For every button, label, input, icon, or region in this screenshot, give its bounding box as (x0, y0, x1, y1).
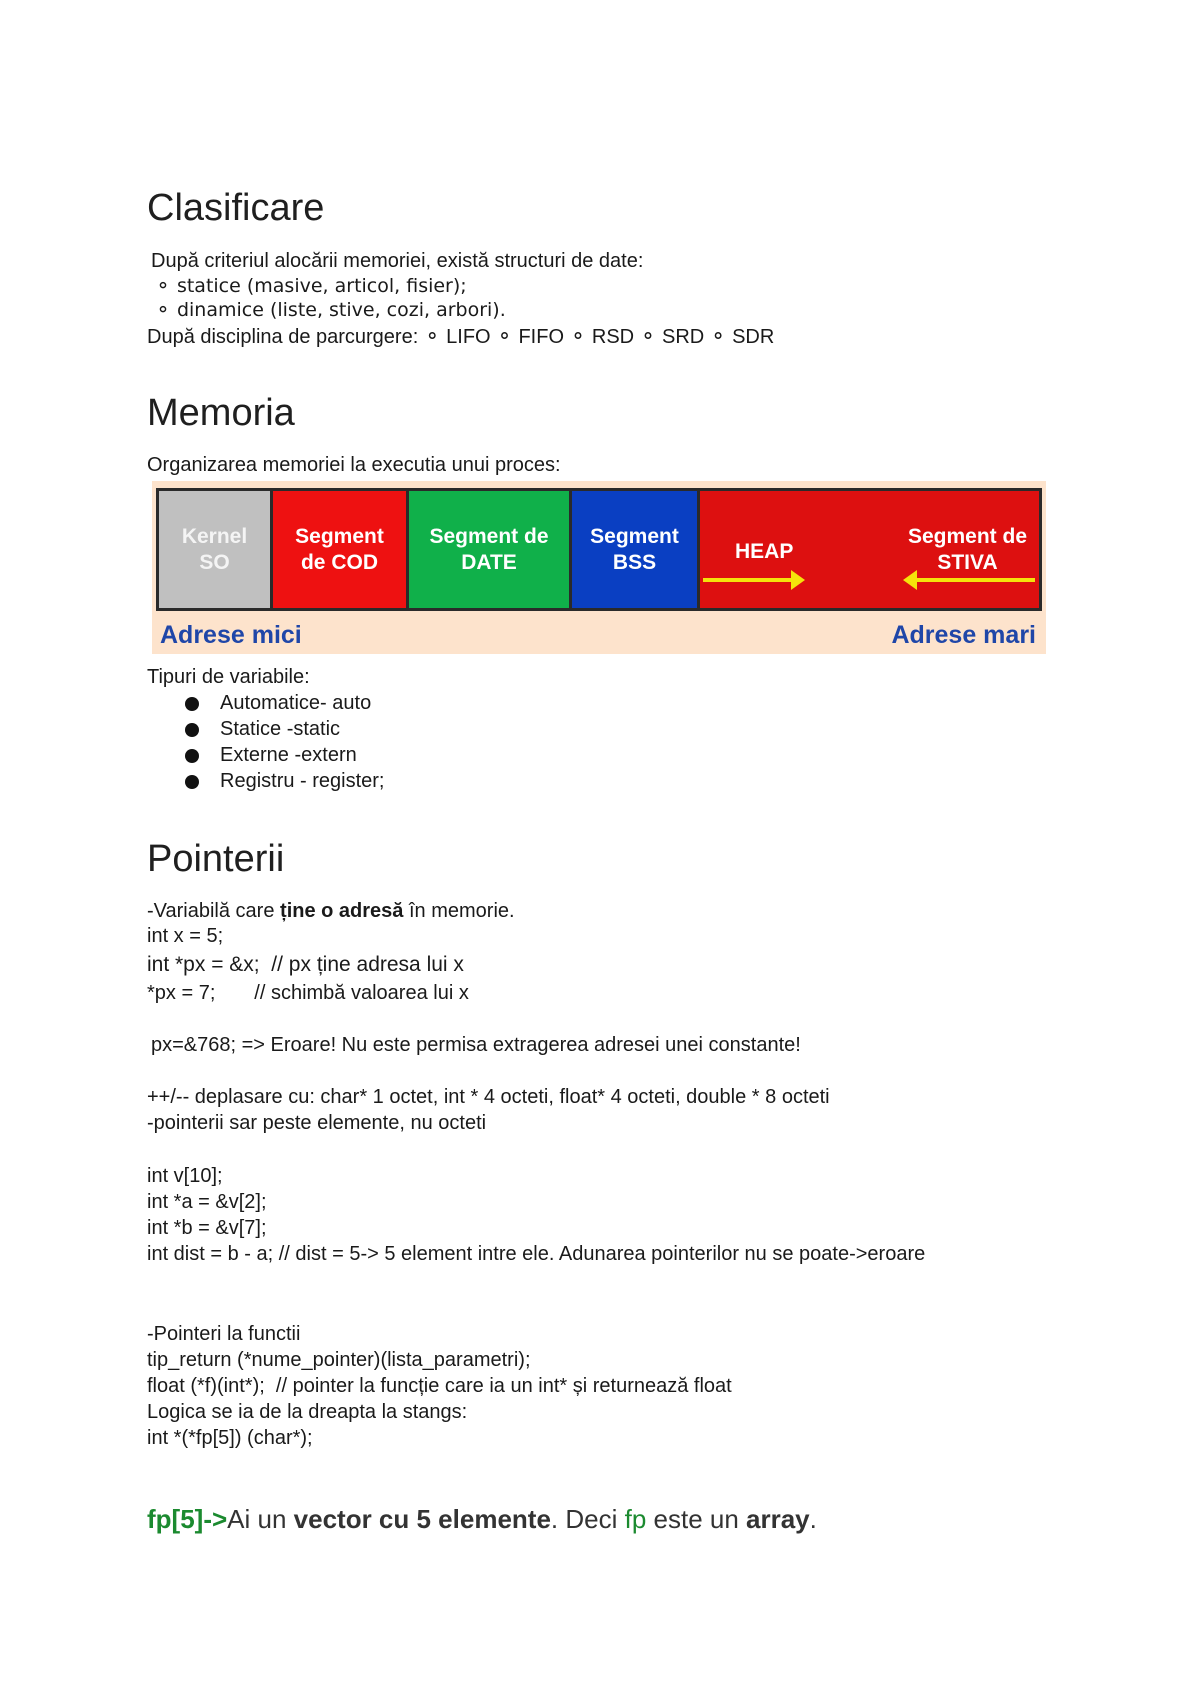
segment-label: BSS (612, 550, 657, 574)
eroare-note: px=&768; => Eroare! Nu este permisa extragerea adresei unei constante! (151, 1034, 801, 1056)
code-line: int *(*fp[5]) (char*); (147, 1427, 313, 1449)
address-low-label: Adrese mici (160, 621, 302, 649)
final-text: Ai un (227, 1504, 294, 1534)
segment-label: SO (199, 550, 230, 574)
stiva-label (908, 524, 1027, 576)
code-line: int *a = &v[2]; (147, 1191, 267, 1213)
code-line: int dist = b - a; // dist = 5-> 5 element intre ele. Adunarea pointerilor nu se poate->eroare (147, 1243, 926, 1265)
clasificare-item: ⚬ dinamice (liste, stive, cozi, arbori). (155, 299, 506, 321)
bullet-icon (185, 723, 199, 737)
bullet-icon (185, 697, 199, 711)
final-explanation (147, 1504, 817, 1535)
arrow-left-icon (907, 578, 1035, 582)
logica-note: Logica se ia de la dreapta la stangs: (147, 1401, 468, 1423)
sar-note: -pointerii sar peste elemente, nu octeti (147, 1112, 487, 1134)
heap-label: HEAP (735, 540, 794, 563)
var-type-item: Automatice- auto (220, 692, 372, 714)
segment-label: Segment (590, 524, 679, 548)
final-text: . Deci (550, 1504, 625, 1534)
vars-title: Tipuri de variabile: (147, 666, 310, 688)
var-type-item: Externe -extern (220, 744, 357, 766)
bullet-icon (185, 775, 199, 789)
pointer-definition (147, 899, 515, 923)
clasificare-item: ⚬ statice (masive, articol, fisier); (155, 275, 467, 297)
address-high-label: Adrese mari (891, 621, 1036, 649)
var-type-item: Registru - register; (220, 770, 385, 792)
memoria-intro: Organizarea memoriei la executia unui proces: (147, 454, 561, 476)
segment-bss (572, 491, 700, 608)
section-title-clasificare: Clasificare (147, 187, 325, 229)
code-line: int x = 5; (147, 925, 224, 947)
var-type-item: Statice -static (220, 718, 341, 740)
final-text: este un (646, 1504, 747, 1534)
final-code: fp[5]-> (147, 1504, 228, 1534)
clasificare-intro: După criteriul alocării memoriei, există structuri de date: (151, 250, 644, 272)
section-title-memoria: Memoria (147, 392, 295, 434)
final-bold: array (746, 1504, 810, 1534)
final-code: fp (624, 1504, 647, 1534)
stiva-label-line: Segment de (907, 525, 1027, 548)
segment-label: Segment de (429, 524, 549, 548)
segment-date (409, 491, 572, 608)
memory-layout-diagram (152, 481, 1046, 654)
memory-bar (156, 488, 1042, 611)
segment-label: Kernel (181, 524, 248, 548)
deplasare-note: ++/-- deplasare cu: char* 1 octet, int * 4 octeti, float* 4 octeti, double * 8 octeti (147, 1086, 830, 1108)
code-line: float (*f)(int*); // pointer la funcție care ia un int* și returnează float (147, 1375, 732, 1397)
code-line: int v[10]; (147, 1165, 223, 1187)
segment-label: de COD (300, 550, 378, 574)
final-text: . (809, 1504, 817, 1534)
stiva-label-line: STIVA (937, 551, 998, 574)
code-line: int *px = &x; // px ține adresa lui x (147, 953, 464, 976)
clasificare-parcurgere: După disciplina de parcurgere: ⚬ LIFO ⚬ FIFO ⚬ RSD ⚬ SRD ⚬ SDR (147, 326, 775, 348)
bullet-icon (185, 749, 199, 763)
definition-text: -Variabilă care (147, 900, 281, 922)
code-line: *px = 7; // schimbă valoarea lui x (147, 982, 469, 1004)
arrow-right-icon (703, 578, 801, 582)
code-line: tip_return (*nume_pointer)(lista_parametri); (147, 1349, 531, 1371)
segment-kernel (159, 491, 273, 608)
segment-label: DATE (461, 550, 517, 574)
segment-heap-stiva (700, 491, 1039, 608)
definition-text: în memorie. (403, 900, 515, 922)
final-bold: vector cu 5 elemente (293, 1504, 551, 1534)
segment-label: Segment (295, 524, 384, 548)
section-title-pointerii: Pointerii (147, 838, 285, 880)
segment-cod (273, 491, 409, 608)
functii-title: -Pointeri la functii (147, 1323, 301, 1345)
code-line: int *b = &v[7]; (147, 1217, 267, 1239)
definition-bold: ține o adresă (280, 900, 404, 922)
